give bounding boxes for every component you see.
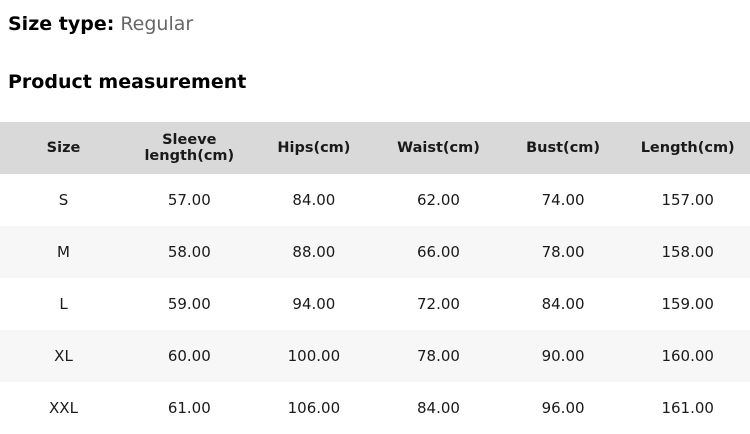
product-measurement-heading: Product measurement (8, 71, 247, 93)
cell-hips: 84.00 (252, 174, 377, 226)
cell-bust: 96.00 (501, 382, 626, 434)
table-row (0, 278, 750, 330)
cell-bust: 90.00 (501, 330, 626, 382)
cell-hips: 88.00 (252, 226, 377, 278)
cell-size: L (0, 278, 127, 330)
cell-bust: 84.00 (501, 278, 626, 330)
cell-sleeve-length: 58.00 (127, 226, 252, 278)
cell-hips: 94.00 (252, 278, 377, 330)
cell-length: 159.00 (625, 278, 750, 330)
size-type-label: Size type: (8, 13, 115, 35)
cell-sleeve-length: 57.00 (127, 174, 252, 226)
column-header-hips: Hips(cm) (252, 122, 377, 174)
table-row (0, 174, 750, 226)
cell-bust: 78.00 (501, 226, 626, 278)
column-header-size: Size (0, 122, 127, 174)
cell-sleeve-length: 60.00 (127, 330, 252, 382)
cell-size: S (0, 174, 127, 226)
column-header-waist: Waist(cm) (376, 122, 501, 174)
cell-waist: 84.00 (376, 382, 501, 434)
column-header-length: Length(cm) (625, 122, 750, 174)
cell-length: 157.00 (625, 174, 750, 226)
table-body (0, 174, 750, 434)
cell-length: 161.00 (625, 382, 750, 434)
cell-bust: 74.00 (501, 174, 626, 226)
table-header-row (0, 122, 750, 174)
cell-length: 158.00 (625, 226, 750, 278)
column-header-bust: Bust(cm) (501, 122, 626, 174)
table-row (0, 226, 750, 278)
table-row (0, 330, 750, 382)
cell-sleeve-length: 59.00 (127, 278, 252, 330)
cell-size: XXL (0, 382, 127, 434)
cell-waist: 78.00 (376, 330, 501, 382)
cell-waist: 66.00 (376, 226, 501, 278)
cell-size: M (0, 226, 127, 278)
cell-size: XL (0, 330, 127, 382)
cell-hips: 106.00 (252, 382, 377, 434)
cell-waist: 62.00 (376, 174, 501, 226)
cell-hips: 100.00 (252, 330, 377, 382)
table-row (0, 382, 750, 434)
cell-length: 160.00 (625, 330, 750, 382)
column-header-sleeve-length: Sleeve length(cm) (127, 122, 252, 174)
measurement-table (0, 122, 750, 434)
size-type-value: Regular (120, 13, 194, 35)
cell-sleeve-length: 61.00 (127, 382, 252, 434)
table-header (0, 122, 750, 174)
size-type-row (8, 12, 193, 36)
cell-waist: 72.00 (376, 278, 501, 330)
